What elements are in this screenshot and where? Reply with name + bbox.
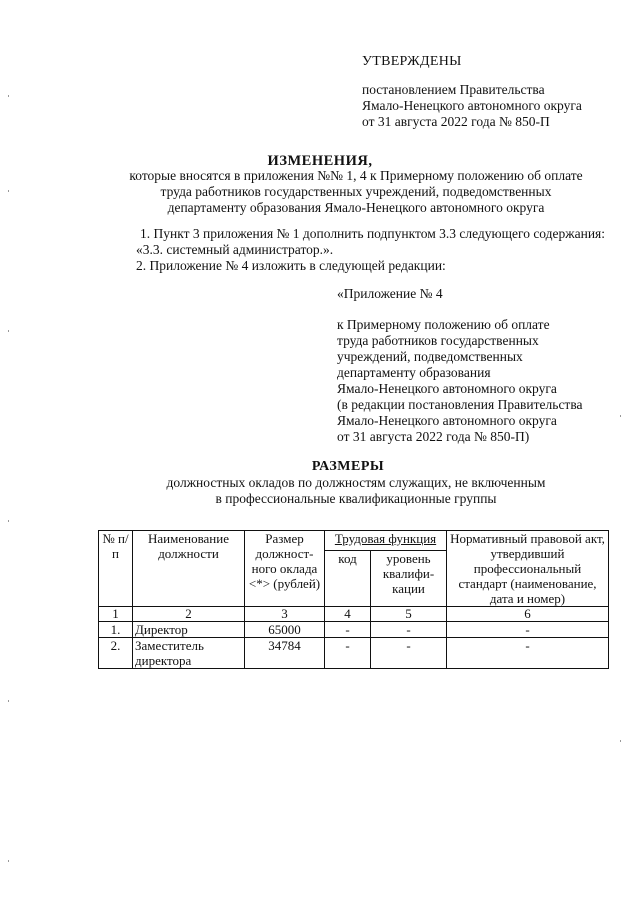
appendix-title: «Приложение № 4	[337, 286, 443, 301]
appendix-block	[337, 286, 583, 445]
header-norm-act: Нормативный правовой акт, утвердивший профессиональный стандарт (наименование, дата и номер)	[447, 531, 609, 607]
sizes-subtitle	[96, 475, 616, 507]
header-name: Наименование должности	[133, 531, 245, 607]
changes-subtitle-line: департаменту образования Ямало-Ненецкого автономного округа	[167, 200, 545, 215]
sizes-subtitle-line: должностных окладов по должностям служащих, не включенным	[166, 475, 546, 490]
body-text	[96, 226, 606, 274]
row-code: -	[325, 622, 371, 638]
scan-mark	[8, 520, 9, 522]
approved-heading: УТВЕРЖДЕНЫ	[362, 54, 462, 69]
row-name: Заместитель директора	[133, 638, 245, 669]
column-number: 3	[245, 607, 325, 622]
column-number-row	[99, 607, 609, 622]
salary-table	[98, 530, 609, 669]
row-norm: -	[447, 622, 609, 638]
approval-block	[362, 82, 582, 130]
changes-subtitle-line: которые вносятся в приложения №№ 1, 4 к Примерному положению об оплате	[129, 168, 583, 183]
appendix-line: департаменту образования	[337, 365, 491, 380]
appendix-line: (в редакции постановления Правительства	[337, 397, 583, 412]
header-salary: Размер должност-ного оклада <*> (рублей)	[245, 531, 325, 607]
row-code: -	[325, 638, 371, 669]
appendix-line: к Примерному положению об оплате	[337, 317, 550, 332]
header-labor-function: Трудовая функция	[325, 531, 447, 551]
approval-line: постановлением Правительства	[362, 82, 545, 97]
scan-mark	[8, 860, 9, 862]
row-level: -	[371, 638, 447, 669]
scan-mark	[620, 415, 621, 417]
row-norm: -	[447, 638, 609, 669]
column-number: 1	[99, 607, 133, 622]
changes-title: ИЗМЕНЕНИЯ,	[267, 153, 373, 169]
appendix-line: Ямало-Ненецкого автономного округа	[337, 413, 557, 428]
approval-line: от 31 августа 2022 года № 850-П	[362, 114, 550, 129]
appendix-line: Ямало-Ненецкого автономного округа	[337, 381, 557, 396]
row-name: Директор	[133, 622, 245, 638]
paragraph-1: 1. Пункт 3 приложения № 1 дополнить подпунктом 3.3 следующего содержания:	[140, 226, 606, 241]
header-level: уровень квалифи-кации	[371, 550, 447, 606]
row-level: -	[371, 622, 447, 638]
paragraph-2: «3.3. системный администратор.».	[136, 242, 334, 257]
scan-mark	[8, 700, 9, 702]
appendix-line: учреждений, подведомственных	[337, 349, 523, 364]
column-number: 5	[371, 607, 447, 622]
row-salary: 34784	[245, 638, 325, 669]
header-code: код	[325, 550, 371, 606]
sizes-title: РАЗМЕРЫ	[311, 459, 385, 474]
sizes-subtitle-line: в профессиональные квалификационные группы	[215, 491, 497, 506]
appendix-line: от 31 августа 2022 года № 850-П)	[337, 429, 530, 444]
table-header-row	[99, 531, 609, 551]
table-row	[99, 638, 609, 669]
changes-subtitle	[96, 168, 616, 216]
scan-mark	[620, 740, 621, 742]
changes-subtitle-line: труда работников государственных учреждений, подведомственных	[160, 184, 552, 199]
row-num: 2.	[99, 638, 133, 669]
scan-mark	[8, 95, 9, 97]
header-num: № п/п	[99, 531, 133, 607]
column-number: 6	[447, 607, 609, 622]
row-salary: 65000	[245, 622, 325, 638]
table-row	[99, 622, 609, 638]
scan-mark	[8, 330, 9, 332]
scan-mark	[8, 190, 9, 192]
appendix-line: труда работников государственных	[337, 333, 539, 348]
column-number: 4	[325, 607, 371, 622]
paragraph-3: 2. Приложение № 4 изложить в следующей редакции:	[136, 258, 446, 273]
column-number: 2	[133, 607, 245, 622]
row-num: 1.	[99, 622, 133, 638]
approval-line: Ямало-Ненецкого автономного округа	[362, 98, 582, 113]
